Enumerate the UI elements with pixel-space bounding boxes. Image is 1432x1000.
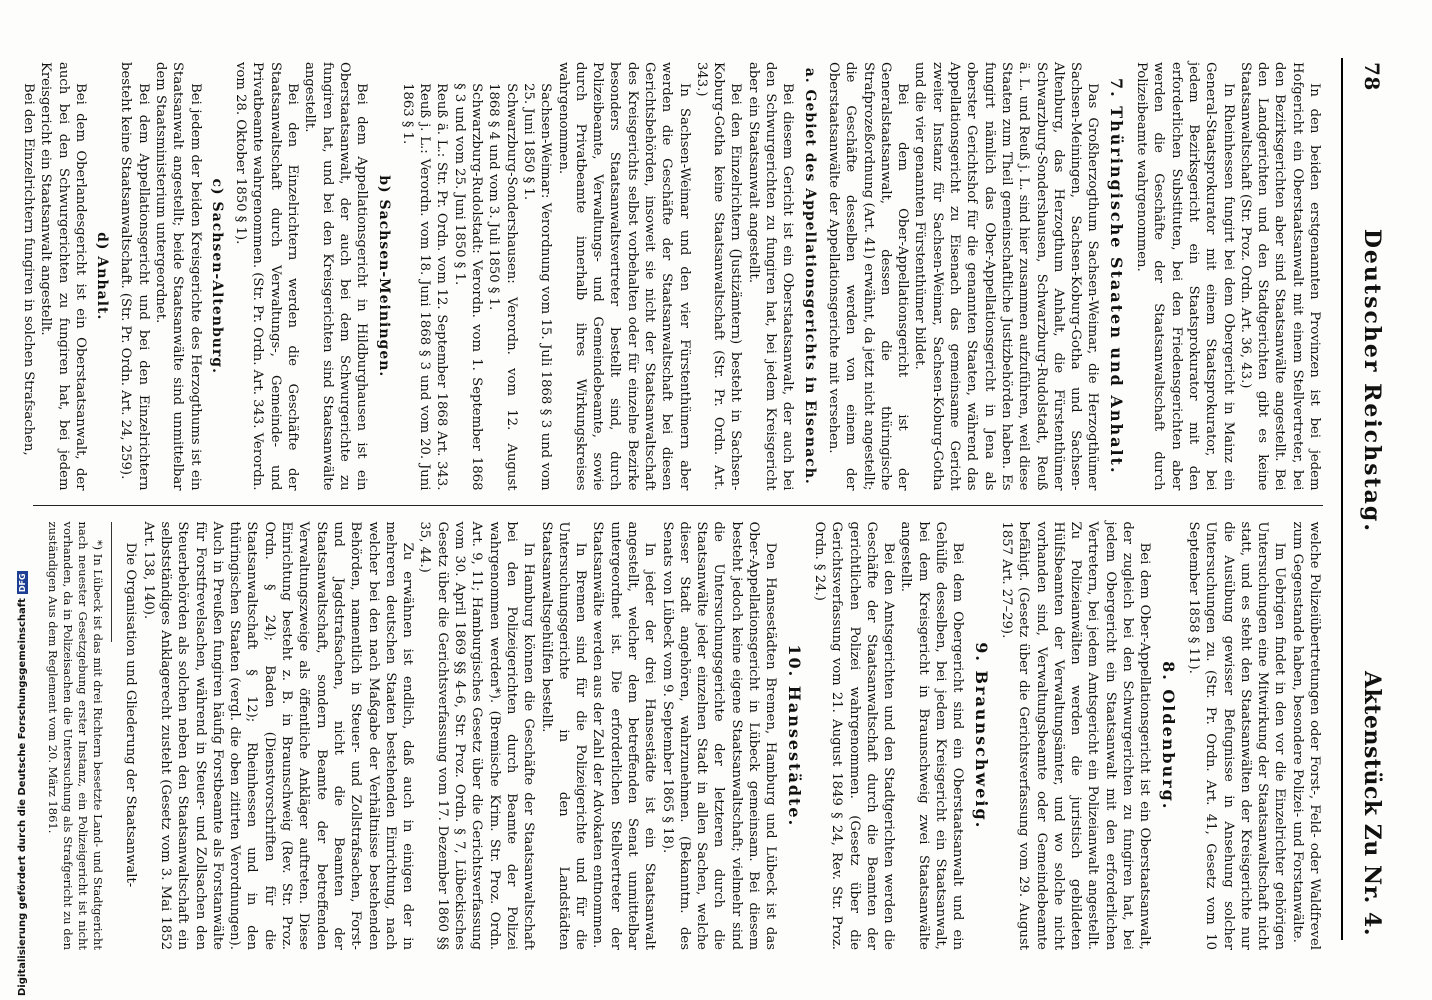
subsection-heading-b: b) Sachsen-Meiningen. [375,175,392,378]
section-heading-10: 10. Hansestädte. [784,644,804,828]
subsection-heading-d: d) Anhalt. [94,232,111,321]
footnote: *) In Lübeck ist das mit drei Richtern besetzte Land- und Stadtgericht nach neuester Gesetzgebung erster Instanz, ein Polizeigericht ist nicht vorhanden, da in Polizeisachen die Untersuchung als Strafgericht zu den zuständigen Aus dem Reglement vom 20. März 1861. [46,521,106,950]
running-head-title: Deutscher Reichstag. [1359,228,1385,533]
paragraph: Im Uebrigen findet in den vor die Einzelrichter gehörigen Untersuchungen eine Mitwirkung der Staatsanwaltschaft nicht statt, und es steht den Staatsanwälten der Kreisgerichte nur die Ausübung gewisser Befugnisse in Ansehung solcher Untersuchungen zu. (Str. Pr. Ordn. Art. 41, Gesetz vom 10 September 1858 § 11). [1185,521,1288,950]
dfg-logo-icon: DFG [18,573,27,593]
subsection-heading-c: c) Sachsen-Altenburg. [208,178,225,374]
running-head-section: Aktenstück Zu Nr. 4. [1359,670,1385,936]
paragraph: Bei den Einzelrichtern (Justizämtern) besteht in Sachsen-Koburg-Gotha keine Staatsanwaltschaft (Str. Pr. Ordn. Art. 343.) [693,62,744,491]
paragraph: Bei den Einzelrichtern werden die Geschäfte der Staatsanwaltschaft durch Verwaltungs-, Gemeinde- und Privatbeamte wahrgenommen. (Str. Pr. Ordn. Art. 343. Verordn. vom 28. Oktober 1850 § 1). [233,62,301,491]
paragraph: Bei jedem der beiden Kreisgerichte des Herzogthums ist ein Staatsanwalt angestellt; beide Staatsanwälte sind unmittelbar dem Staatsministerium untergeordnet. [153,62,203,491]
section-heading-9: 9. Braunschweig. [971,642,991,830]
paragraph: Den Hansestädten Bremen, Hamburg und Lübeck ist das Ober-Appellationsgericht in Lübeck gemeinsam. Bei diesem besteht jedoch keine eigene Staatsanwaltschaft; vielmehr sind die Untersuchungsgerichte der letzteren durch die Staatsanwälte jeder einzelnen Stadt in allen Sachen, welche dieser Stadt angehören, wahrzunehmen. (Bekanntm. des Senats von Lübeck vom 9. September 1865 § 18). [659,521,779,950]
paragraph: In Sachsen-Weimar und den vier Fürstenthümern aber werden die Geschäfte der Staatsanwaltschaft bei diesen Gerichtsbehörden, insoweit sie nicht der Staatsanwaltschaft des Kreisgerichts selbst vorbehalten oder für einzelne Bezirke besonders Staatsanwaltsvertreter bestellt sind, durch Polizeibeamte, Verwaltungs- und Gemeindebeamte, sowie durch Privatbeamte innerhalb ihres Wirkungskreises wahrgenommen. [555,62,692,491]
paragraph: Bei dem Ober-Appellationsgericht ist ein Oberstaatsanwalt, der zugleich bei den Schwurgerichten zu fungiren hat, bei jedem Obergericht ein Staatsanwalt mit den erforderlichen Vertretern, bei jedem Amtsgericht ein Polizeianwalt angestellt. Zu Polizeianwälten werden die juristisch gebildeten Hülfsbeamten der Verwaltungsämter, und wo solche nicht vorhanden sind, Verwaltungsbeamte oder Gemeindebeamte befähigt. (Gesetz über die Gerichtsverfassung vom 29. August 1857 Art. 27–29). [998,521,1153,950]
section-heading-7: 7. Thüringische Staaten und Anhalt. [1106,77,1126,475]
paragraph: Bei dem Oberlandesgericht ist ein Oberstaatsanwalt, der auch bei den Schwurgerichten zu fungiren hat, bei jedem Kreisgericht ein Staatsanwalt angestellt. [38,62,88,491]
paragraph: Bei diesem Gericht ist ein Oberstaatsanwalt, der auch bei den Schwurgerichten zu fungiren hat, bei jedem Kreisgericht aber ein Staatsanwalt angestellt. [745,62,796,491]
paragraph: Bei den Amtsgerichten und den Stadtgerichten werden die Geschäfte der Staatsanwaltschaft durch die Beamten der gerichtlichen Polizei wahrgenommen. (Gesetz über die Gerichtsverfassung vom 21. August 1849 § 24, Rev. Str. Proz. Ordn. § 24.) [811,521,897,950]
paragraph: Bei dem Obergericht sind ein Oberstaatsanwalt und ein Gehülfe desselben, bei jedem Kreisgericht ein Staatsanwalt, bei dem Kreisgericht in Braunschweig zwei Staatsanwälte angestellt. [898,521,966,950]
paragraph: welche Polizeiübertretungen oder Forst-, Feld- oder Waldfrevel zum Gegenstande haben, besondere Polizei- und Forstanwälte. [1289,521,1322,950]
subsection-heading-a: a. Gebiet des Appellationsgerichts in Eisenach. [801,67,818,485]
citation-line: Reuß ä. L.: Str. Pr. Ordn. vom 12. September 1868 Art. 343. Reuß j. L.: Verordn. vom 18. Juni 1868 § 3 und vom 20. Juni 1863 § 1. [399,83,450,491]
paragraph: In Hamburg können die Geschäfte der Staatsanwaltschaft bei den Polizeigerichten durch Beamte der Polizei wahrgenommen werden*). (Bremische Krim. Str. Proz. Ordn. Art. 9, 11; Hamburgisches Gesetz über die Gerichtsverfassung vom 30. April 1869 §§ 4–6, Str. Proz. Ordn. § 7, Lübeckisches Gesetz über die Gerichtsverfassung vom 17. Dezember 1860 §§ 35, 44.) [417,521,537,950]
paragraph: Bei dem Appellationsgericht und bei den Einzelrichtern besteht keine Staatsanwaltschaft. (Str. Pr. Ordn. Art. 24, 259). [118,62,151,491]
citation-line: Schwarzburg-Sondershausen: Verordn. vom 12. August 1868 § 4 und vom 3. Juli 1850 § 1. [486,83,519,491]
paragraph: In Rheinhessen fungirt bei dem Obergericht in Mainz ein General-Staatsprokurator mit einem Staatsprokurator, bei jedem Bezirksgericht ein Staatsprokurator mit den erforderlichen Substituten, bei den Friedensgerichten aber werden die Geschäfte der Staatsanwaltschaft durch Polizeibeamte wahrgenommen. [1134,62,1236,491]
page-number: 78 [1360,62,1384,91]
citation-line: Schwarzburg-Rudolstadt: Verordn. vom 1. September 1868 § 3 und vom 25. Juni 1850 § 1. [451,83,485,491]
left-column [20,50,1323,505]
stamp-label: Digitalisierung gefördert durch die Deutsche Forschungsgemeinschaft [17,598,28,996]
paragraph: Die Organisation und Gliederung der Staatsanwalt- [123,542,139,888]
rotated-document-page [15,0,1415,1000]
paragraph: In Bremen sind für die Polizeigerichte und für die Untersuchungsgerichte in den Landstädten Staatsanwaltsgehülfen bestellt. [538,521,589,950]
digitization-stamp-text [17,573,28,996]
paragraph: Bei dem Ober-Appellationsgericht ist der Generalstaatsanwalt, dessen die thüringische Strafprozeßordnung (Art. 41) erwähnt, da jetzt nicht angestellt; die Geschäfte desselben werden von einem der Oberstaatsanwälte der Appellationsgerichte mit versehen. [825,62,911,491]
footnote-rule [111,522,112,642]
paragraph: Bei den Einzelrichtern fungiren in solchen Strafsachen, [20,83,36,456]
right-column [33,506,1323,961]
citation-line: Sachsen-Weimar: Verordnung vom 15. Juli 1868 § 3 und vom 25. Juni 1850 § 1. [520,83,554,491]
paragraph: Bei dem Appellationsgericht in Hildburghausen ist ein Oberstaatsanwalt, der auch bei dem Schwurgerichte zu fungiren hat, und bei den Kreisgerichten sind Staatsanwälte angestellt. [302,62,370,491]
section-heading-8: 8. Oldenburg. [1158,661,1178,811]
paragraph: Das Großherzogthum Sachsen-Weimar, die Herzogthümer Sachsen-Meiningen, Sachsen-Koburg-Gotha und Sachsen-Altenburg, das Herzogthum Anhalt, die Fürstenthümer Schwarzburg-Sondershausen, Schwarzburg-Rudolstadt, Reuß ä. L. und Reuß j. L. sind hier zusammen aufzuführen, weil diese Staaten zum Theil gemeinschaftliche Justizbehörden haben. Es fungirt nämlich das Ober-Appellationsgericht in Jena als oberster Gerichtshof für die genannten Staaten, während das Appellationsgericht zu Eisenach das gemeinsame Gericht zweiter Instanz für Sachsen-Weimar, Sachsen-Koburg-Gotha und die vier genannten Fürstenthümer bildet. [912,62,1101,491]
running-head [1341,58,1385,940]
paragraph: Zu erwähnen ist endlich, daß auch in einigen der in mehreren deutschen Staaten bestehenden Einrichtung, nach welcher bei den nach Maßgabe der Verhältnisse bestehenden Behörden, namentlich in Steuer- und Zollstrafsachen, Forst- und Jagdstrafsachen, nicht die Beamten der Staatsanwaltschaft, sondern Beamte der betreffenden Verwaltungszweige als öffentliche Ankläger auftreten. Diese Einrichtung besteht z. B. in Braunschweig (Rev. Str. Proz. Ordn. § 24); Baden (Dienstvorschriften für die Staatsanwaltschaft § 12); Rheinhessen und in den thüringischen Staaten (vergl. die oben zitirten Verordnungen). Auch in Preußen fungiren häufig Forstbeamte als Forstanwälte für Forstfrevelsachen, während in Steuer- und Zollsachen den Steuerbehörden als solchen neben den Staatsanwaltschaft ein selbstständiges Anklagerecht zusteht (Gesetz vom 3. Mai 1852 Art. 138, 140). [140,521,416,950]
paragraph: In jeder der drei Hansestädte ist ein Staatsanwalt angestellt, welcher dem betreffenden Senat unmittelbar untergeordnet ist. Die erforderlichen Stellvertreter der Staatsanwälte werden aus der Zahl der Advokaten entnommen. [590,521,658,950]
paragraph: In den beiden erstgenannten Provinzen ist bei jedem Hofgericht ein Oberstaatsanwalt mit einem Stellvertreter, bei den Bezirksgerichten aber sind Staatsanwälte angestellt. Bei den Landgerichten und den Stadtgerichten gibt es keine Staatsanwaltschaft (Str. Proz. Ordn. Art. 36, 43.) [1237,62,1322,491]
